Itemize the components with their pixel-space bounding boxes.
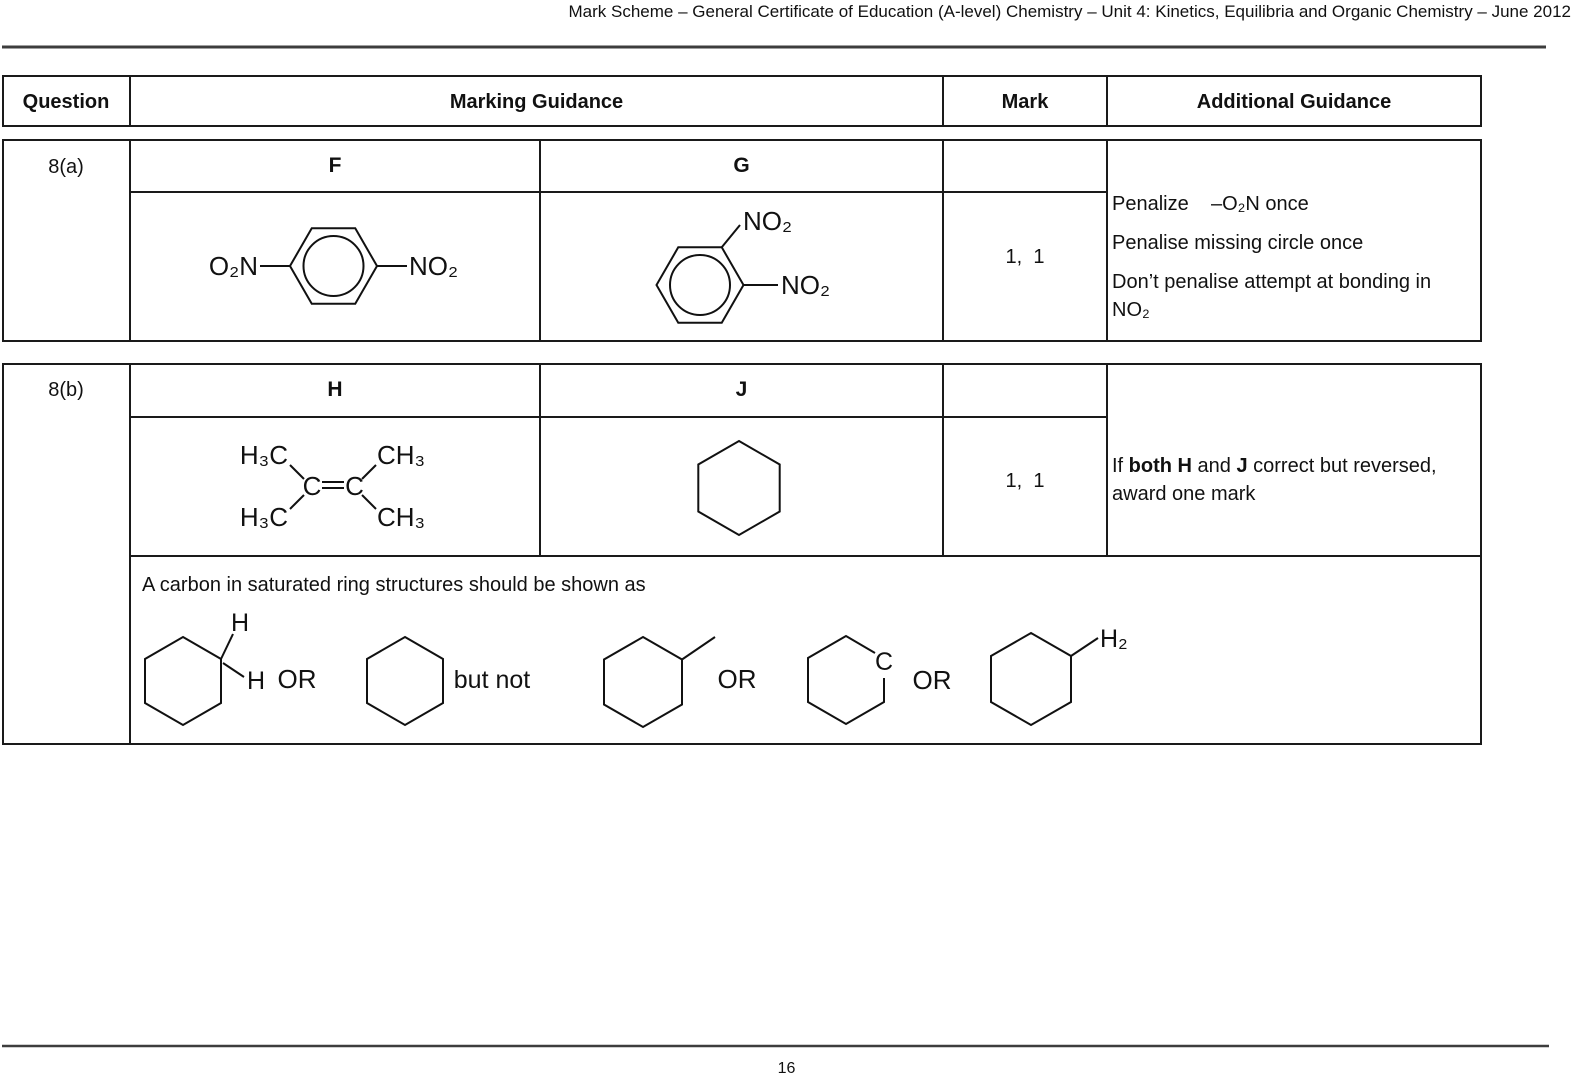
guidance-8b-text [1112, 452, 1472, 508]
h-carbon-left: C [302, 471, 322, 501]
h-methyl-top-right: CH₃ [377, 440, 426, 470]
h-methyl-bottom-left: H₃C [239, 502, 288, 532]
guidance-8a-line1: Penalize –O₂N once [1112, 193, 1309, 215]
bond-line [223, 663, 244, 677]
methyl-bond-line [682, 637, 715, 660]
column-header-marking-guidance: Marking Guidance [449, 91, 624, 113]
benzene-circle [304, 236, 364, 296]
question-number-8a: 8(a) [48, 156, 84, 178]
h-methyl-top-left: H₃C [239, 440, 288, 470]
structure-f-diagram [200, 200, 530, 335]
cyclohexane-hexagon [367, 637, 443, 725]
carbon-label: C [874, 648, 894, 676]
but-not-text: but not [453, 666, 531, 694]
hydrogen-top-label: H [230, 609, 250, 637]
structure-j-diagram [685, 430, 800, 542]
ring-carbon-examples-diagram [130, 600, 1140, 740]
bond-line [362, 465, 376, 479]
sub-column-label-j: J [735, 378, 748, 401]
additional-guidance-8b [1112, 452, 1472, 519]
bond-line [362, 495, 376, 509]
cyclohexane-hexagon [991, 633, 1071, 725]
mark-value-8b: 1, 1 [1005, 470, 1045, 492]
benzene-circle [670, 255, 730, 315]
sub-column-label-h: H [327, 378, 343, 401]
structure-g-diagram [640, 195, 890, 345]
guidance-8b-part-bold: J [1236, 455, 1248, 477]
h-methyl-bottom-right: CH₃ [377, 502, 426, 532]
g-right-substituent-label: NO₂ [781, 270, 831, 300]
cyclohexane-hexagon [604, 637, 682, 727]
guidance-8a-line3: Don’t penalise attempt at bonding in NO₂ [1112, 271, 1437, 321]
or-text: OR [912, 665, 952, 695]
sub-column-label-g: G [733, 154, 750, 177]
g-top-substituent-label: NO₂ [743, 206, 793, 236]
guidance-8a-line2: Penalise missing circle once [1112, 232, 1364, 254]
f-left-substituent-label: O₂N [208, 251, 258, 281]
bond-line [1071, 638, 1098, 656]
cyclohexane-hexagon [698, 441, 779, 535]
column-header-mark: Mark [1001, 91, 1049, 113]
f-right-substituent-label: NO₂ [409, 251, 459, 281]
bond-line [722, 225, 740, 247]
bond-line [221, 634, 233, 659]
h-carbon-right: C [345, 471, 364, 501]
structure-h-diagram [240, 435, 450, 540]
column-header-question: Question [22, 91, 110, 113]
cyclohexane-hexagon [145, 637, 221, 725]
guidance-8b-part: and [1191, 455, 1237, 477]
question-number-8b: 8(b) [48, 379, 84, 401]
ring-carbon-note-sentence: A carbon in saturated ring structures should be shown as [142, 574, 646, 596]
or-text: OR [717, 664, 757, 694]
or-text: OR [277, 664, 317, 694]
page-number: 16 [777, 1060, 796, 1077]
column-header-additional-guidance: Additional Guidance [1196, 91, 1392, 113]
page-header-title: Mark Scheme – General Certificate of Education (A-level) Chemistry – Unit 4: Kinetics, Equilibria and Organic Chemistry – June 2012 [568, 2, 1571, 21]
hydrogen-side-label: H [247, 667, 266, 695]
cyclohexane-open-ring [808, 636, 884, 724]
sub-column-label-f: F [328, 154, 342, 177]
mark-value-8a: 1, 1 [1005, 246, 1045, 268]
additional-guidance-8a [1112, 190, 1474, 335]
guidance-8b-part-bold: both H [1128, 455, 1192, 477]
guidance-8b-part: If [1112, 455, 1129, 477]
h2-label: H₂ [1100, 625, 1128, 653]
guidance-8b-part: correct but reversed, award one mark [1112, 455, 1443, 505]
